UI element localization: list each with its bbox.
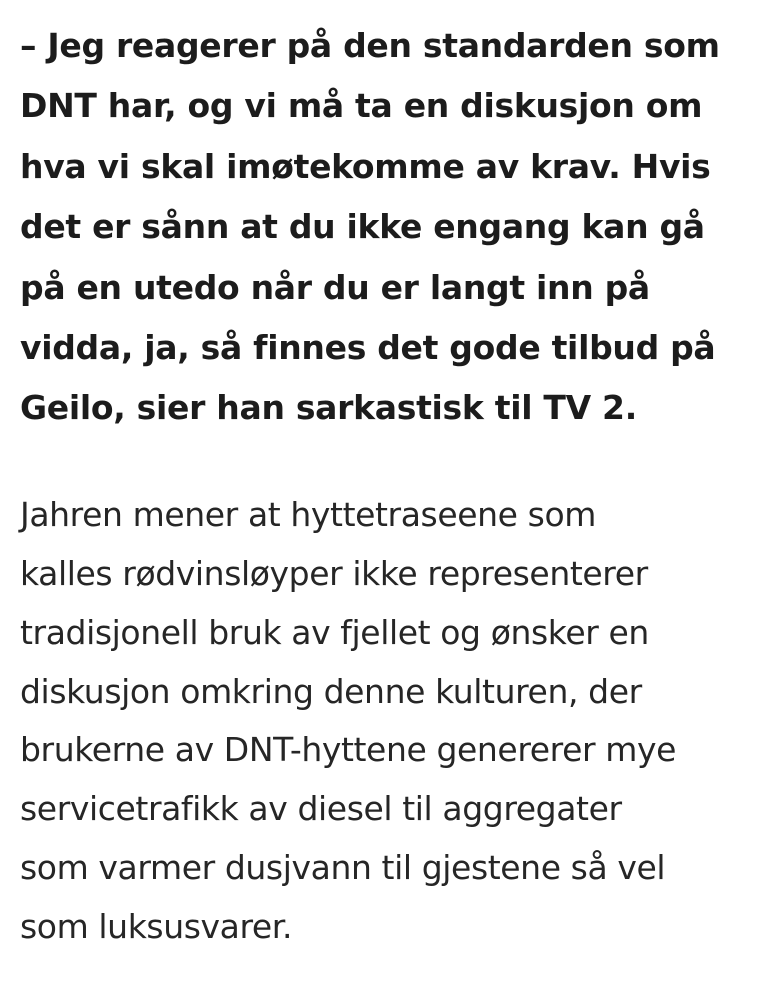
quote-line: DNT har, og vi må ta en diskusjon om xyxy=(20,86,703,126)
quote-line: det er sånn at du ikke engang kan gå xyxy=(20,207,705,247)
body-line: servicetrafikk av diesel til aggregater xyxy=(20,789,622,829)
body-line: brukerne av DNT-hyttene genererer mye xyxy=(20,730,677,770)
quote-line: hva vi skal imøtekomme av krav. Hvis xyxy=(20,146,711,186)
body-paragraph xyxy=(20,486,760,957)
quote-line: – Jeg reagerer på den standarden som xyxy=(20,26,720,65)
paragraph-spacer xyxy=(20,439,760,486)
body-line: kalles rødvinsløyper ikke representerer xyxy=(20,553,648,593)
quote-line: på en utedo når du er langt inn på xyxy=(20,267,650,307)
quote-line: Geilo, sier han sarkastisk til TV 2. xyxy=(20,388,637,428)
body-line: som varmer dusjvann til gjestene så vel xyxy=(20,848,666,888)
quote-line: vidda, ja, så finnes det gode tilbud på xyxy=(20,328,716,368)
body-line: Jahren mener at hyttetraseene som xyxy=(20,494,596,534)
article-body xyxy=(20,16,760,957)
quote-paragraph xyxy=(20,16,760,439)
body-line: tradisjonell bruk av fjellet og ønsker en xyxy=(20,612,649,652)
body-line: som luksusvarer. xyxy=(20,907,293,947)
body-line: diskusjon omkring denne kulturen, der xyxy=(20,671,642,711)
